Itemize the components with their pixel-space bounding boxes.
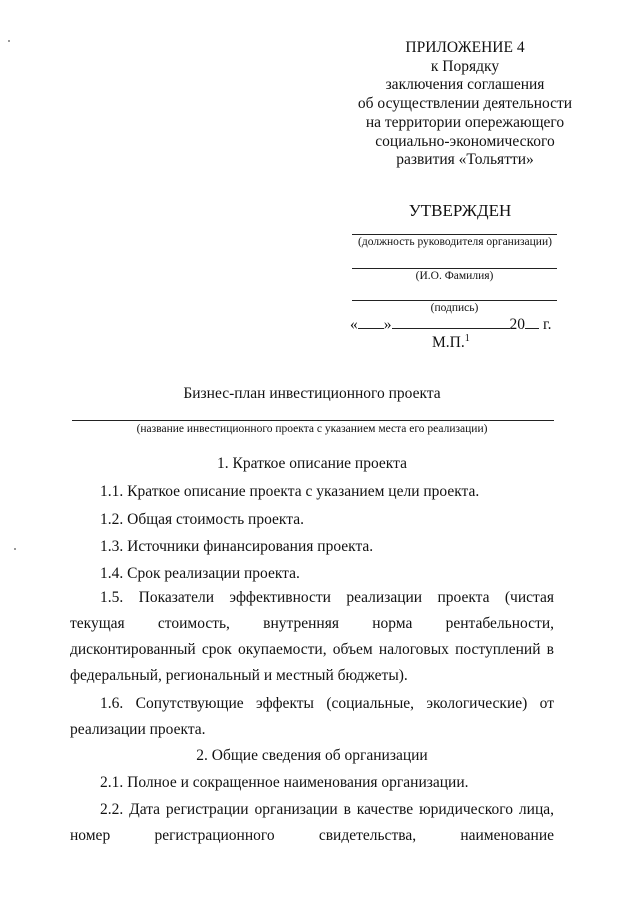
scan-speck [14,548,16,550]
paragraph-2-1: 2.1. Полное и сокращенное наименования организации. [100,774,469,791]
paragraph-2-2: 2.2. Дата регистрации организации в качестве юридического лица, номер регистрационного свидетельства, наименование [70,801,554,844]
name-line [352,268,557,269]
paragraph-1-6: 1.6. Сопутствующие эффекты (социальные, экологические) от реализации проекта. [70,695,554,738]
position-line [352,234,557,235]
appendix-line: развития «Тольятти» [396,151,534,169]
scan-speck [8,40,10,42]
paragraph-1-5: 1.5. Показатели эффективности реализации проекта (чистая текущая стоимость, внутренняя норма рентабельности, дисконтированный срок окупаемости, объем налоговых поступлений в федеральный, региональный и местный бюджеты). [70,589,554,684]
stamp-mark [432,333,470,352]
day-blank [358,316,384,329]
project-name-caption: (название инвестиционного проекта с указанием места его реализации) [136,423,488,435]
date-close-quote: » [383,316,392,333]
date-year-prefix: 20 [509,316,525,333]
stamp-text: М.П. [432,334,465,352]
appendix-line: заключения соглашения [385,76,545,94]
appendix-line: социально-экономического [375,132,555,150]
appendix-line: к Порядку [430,57,500,75]
approved-label: УТВЕРЖДЕН [408,201,512,220]
approval-date [350,316,551,334]
appendix-line: об осуществлении деятельности [357,95,573,113]
date-open-quote: « [350,316,358,333]
name-caption: (И.О. Фамилия) [415,270,494,282]
paragraph-1-1: 1.1. Краткое описание проекта с указанием цели проекта. [100,483,480,500]
position-caption: (должность руководителя организации) [358,236,552,248]
paragraph-1-3: 1.3. Источники финансирования проекта. [100,538,374,555]
paragraph-1-4: 1.4. Срок реализации проекта. [100,565,300,582]
appendix-header [355,39,575,170]
document-title: Бизнес-план инвестиционного проекта [183,385,441,402]
signature-line [352,300,557,301]
month-blank [392,316,510,329]
signature-caption: (подпись) [430,302,479,314]
section-1-heading: 1. Краткое описание проекта [217,455,407,472]
paragraph-1-2: 1.2. Общая стоимость проекта. [100,511,304,528]
section-2-heading: 2. Общие сведения об организации [196,747,428,764]
date-year-suffix: г. [543,316,552,333]
appendix-line: на территории опережающего [365,113,565,131]
stamp-footnote: 1 [464,333,470,344]
project-name-line [72,420,554,421]
year-blank [525,316,539,329]
appendix-line: ПРИЛОЖЕНИЕ 4 [405,39,525,56]
